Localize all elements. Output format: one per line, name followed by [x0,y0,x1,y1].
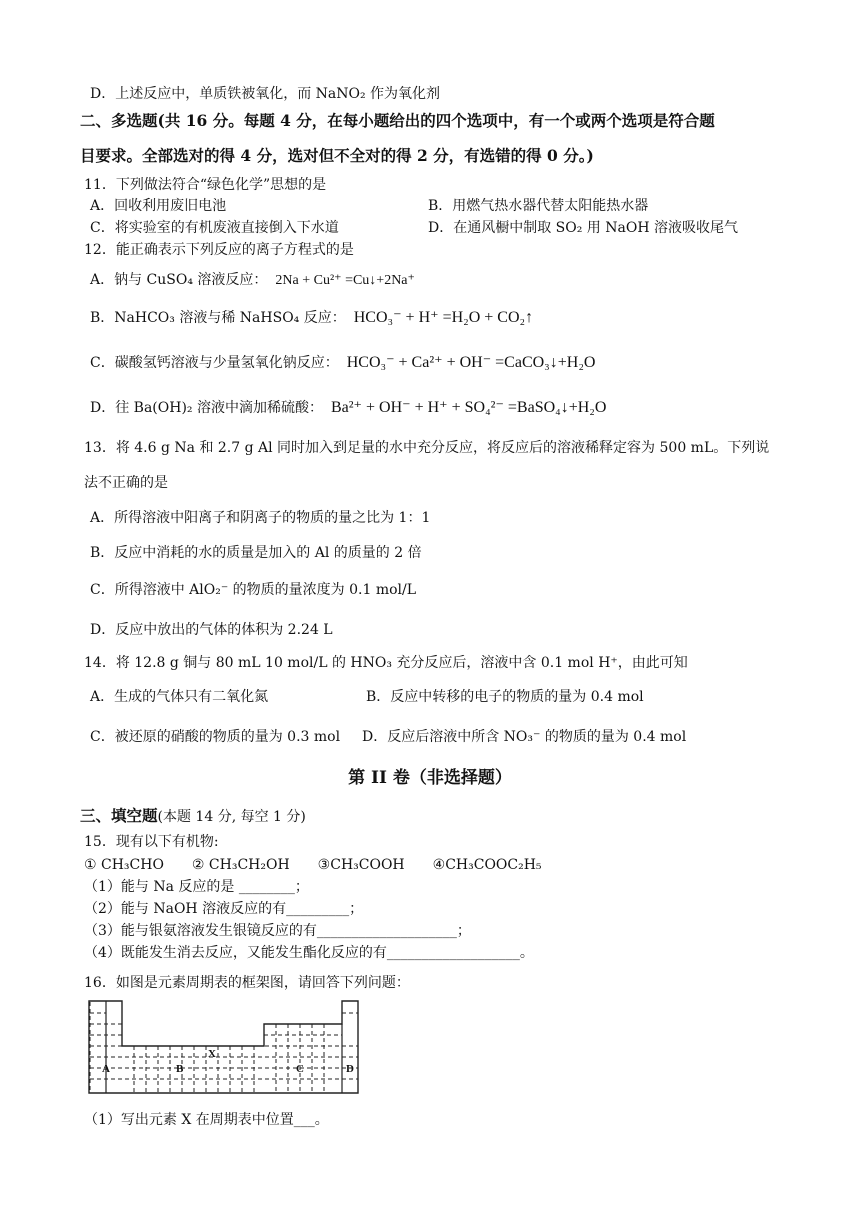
q11-option-c: C．将实验室的有机废液直接倒入下水道 [90,220,339,236]
q12-d-text: D．往 Ba(OH)₂ 溶液中滴加稀硫酸： [90,400,323,416]
q11-option-d: D．在通风橱中制取 SO₂ 用 NaOH 溶液吸收尾气 [428,220,738,236]
q11-stem: 11．下列做法符合“绿色化学”思想的是 [84,177,327,193]
q15-part3: （3）能与银氨溶液发生银镜反应的有____________________； [84,923,471,939]
element-label-a: A [102,1063,110,1075]
element-label-d: D [346,1063,354,1075]
element-label-x: X [208,1048,216,1060]
q16-stem: 16．如图是元素周期表的框架图，请回答下列问题： [84,975,410,991]
element-label-b: B [176,1063,184,1075]
q10-option-d: D．上述反应中，单质铁被氧化，而 NaNO₂ 作为氧化剂 [90,86,441,102]
section3-header-row [80,806,306,827]
section3-header: 三、填空题 [80,806,158,825]
q12-stem: 12．能正确表示下列反应的离子方程式的是 [84,242,354,258]
q12-option-b [90,308,533,328]
q15-part4: （4）既能发生消去反应，又能发生酯化反应的有___________________。 [84,945,534,961]
q15-compounds: ① CH₃CHO ② CH₃CH₂OH ③CH₃COOH ④CH₃COOC₂H₅ [84,857,542,873]
q12-c-equation: HCO₃⁻ + Ca²⁺ + OH⁻ =CaCO₃↓+H₂O [346,354,596,371]
periodic-table-frame-diagram [88,1000,360,1094]
q14-stem: 14．将 12.8 g 铜与 80 mL 10 mol/L 的 HNO₃ 充分反应后，溶液中含 0.1 mol H⁺，由此可知 [84,655,688,671]
q12-d-equation: Ba²⁺ + OH⁻ + H⁺ + SO₄²⁻ =BaSO₄↓+H₂O [330,399,607,416]
q15-part1: （1）能与 Na 反应的是 ________； [84,879,309,895]
element-label-c: C [296,1063,304,1075]
q13-stem-line1: 13．将 4.6 g Na 和 2.7 g Al 同时加入到足量的水中充分反应，将反应后的溶液稀释定容为 500 mL。下列说 [84,440,770,456]
q12-option-d [90,398,606,418]
q14-option-b: B．反应中转移的电子的物质的量为 0.4 mol [366,689,644,705]
q12-b-equation: HCO₃⁻ + H⁺ =H₂O + CO₂↑ [353,309,534,326]
q11-option-b: B．用燃气热水器代替太阳能热水器 [428,198,649,214]
q16-part1: （1）写出元素 X 在周期表中位置___。 [84,1112,329,1128]
q15-stem: 15．现有以下有机物: [84,834,219,850]
q13-option-a: A．所得溶液中阳离子和阴离子的物质的量之比为 1：1 [90,510,431,526]
q12-b-text: B．NaHCO₃ 溶液与稀 NaHSO₄ 反应： [90,310,346,326]
section3-note: (本题 14 分, 每空 1 分) [157,809,306,825]
q14-option-a: A．生成的气体只有二氧化氮 [90,689,269,705]
q14-option-c: C．被还原的硝酸的物质的量为 0.3 mol [90,729,341,745]
q12-c-text: C．碳酸氢钙溶液与少量氢氧化钠反应： [90,355,339,371]
q12-a-text: A．钠与 CuSO₄ 溶液反应： [90,272,268,288]
section2-header-line2: 目要求。全部选对的得 4 分，选对但不全对的得 2 分，有选错的得 0 分。) [80,146,594,165]
q13-option-b: B．反应中消耗的水的质量是加入的 Al 的质量的 2 倍 [90,545,422,561]
part2-title: 第 II 卷（非选择题） [348,768,512,788]
q12-option-a [90,270,415,291]
q15-part2: （2）能与 NaOH 溶液反应的有_________； [84,901,364,917]
section2-header-line1: 二、多选题(共 16 分。每题 4 分，在每小题给出的四个选项中，有一个或两个选项是符合题 [80,111,715,130]
periodic-table-dashed-grid [90,1002,358,1092]
q12-a-equation: 2Na + Cu²⁺ =Cu↓+2Na⁺ [275,273,415,288]
q13-option-c: C．所得溶液中 AlO₂⁻ 的物质的量浓度为 0.1 mol/L [90,582,417,598]
q13-option-d: D．反应中放出的气体的体积为 2.24 L [90,622,333,638]
q11-option-a: A．回收利用废旧电池 [90,198,227,214]
q13-stem-line2: 法不正确的是 [84,475,168,491]
q14-option-d: D．反应后溶液中所含 NO₃⁻ 的物质的量为 0.4 mol [362,729,687,745]
q12-option-c [90,353,595,373]
